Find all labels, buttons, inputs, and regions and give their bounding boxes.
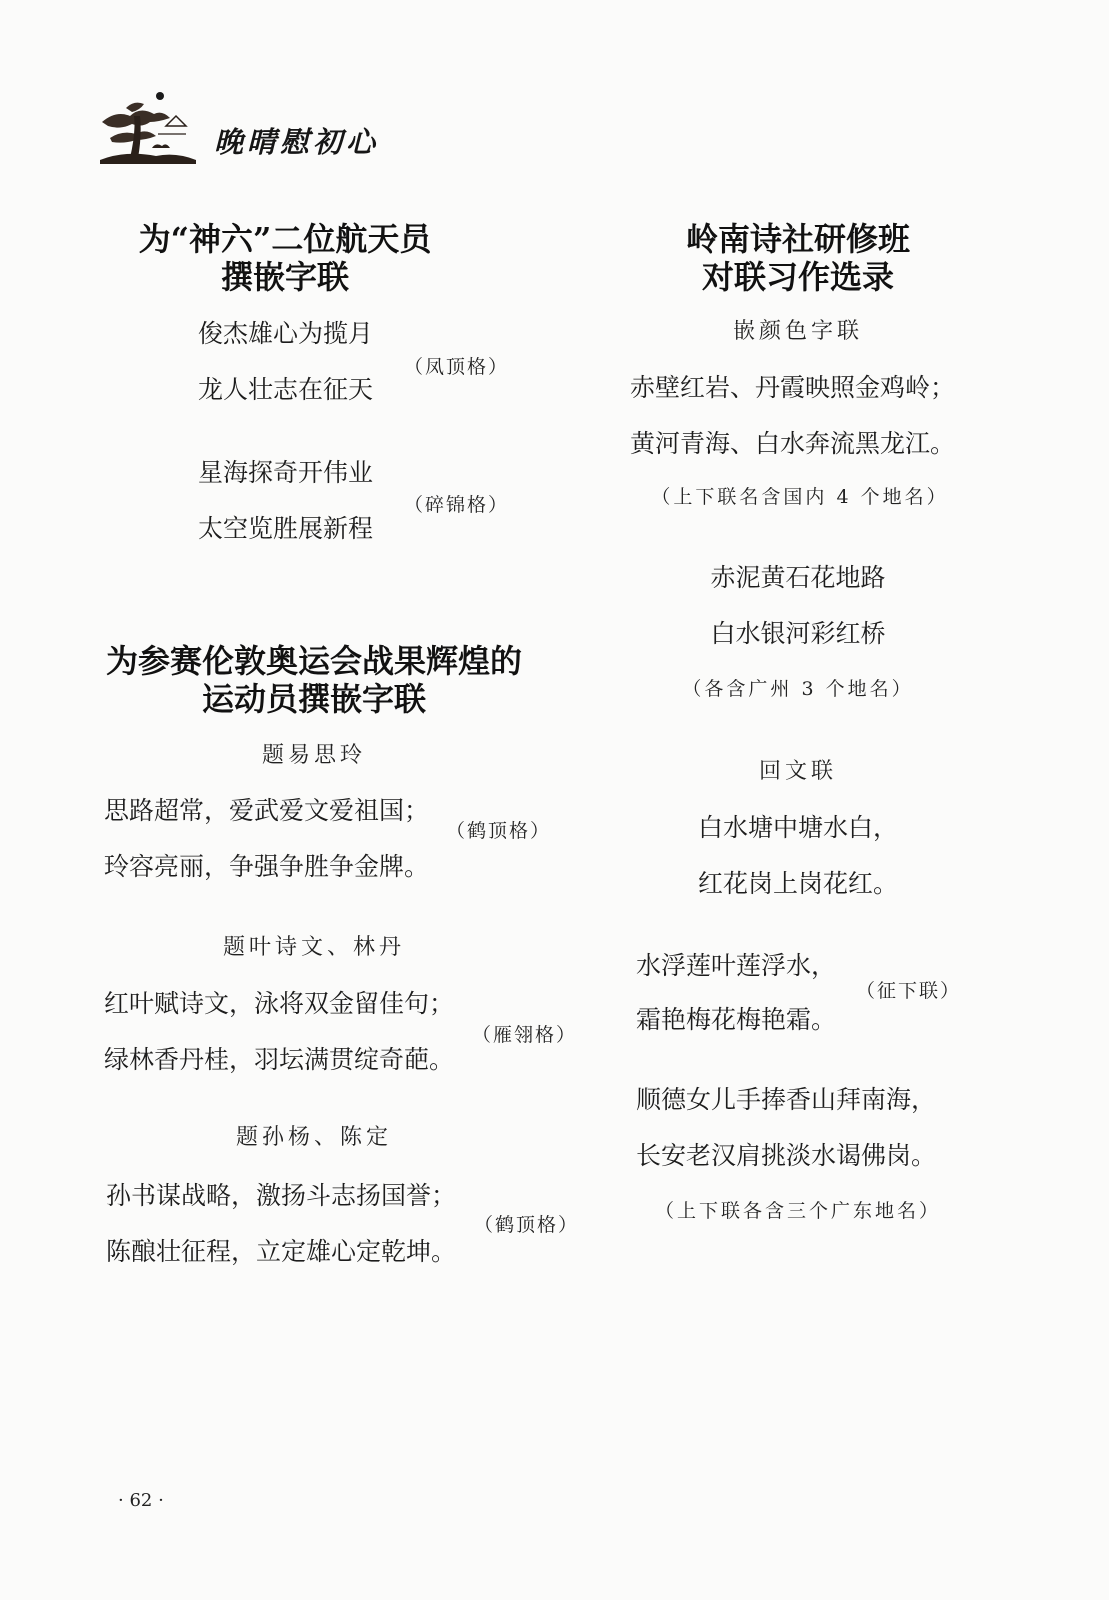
couplet-format: （征下联） — [856, 980, 962, 1002]
couplet-format: （鹤顶格） — [474, 1214, 580, 1236]
couplet-line: 顺德女儿手捧香山拜南海， — [636, 1085, 937, 1114]
couplet-note: （上下联名含国内 4 个地名） — [651, 486, 949, 508]
couplet-format: （凤顶格） — [404, 356, 510, 378]
section-title-line2: 运动员撰嵌字联 — [201, 680, 426, 718]
couplet-line: 孙书谋战略，激扬斗志扬国誉； — [106, 1181, 457, 1210]
section-title-line2: 撰嵌字联 — [220, 258, 349, 296]
section-title-line1: 岭南诗社研修班 — [685, 220, 910, 258]
couplet-line: 陈酿壮征程，立定雄心定乾坤。 — [106, 1237, 457, 1266]
couplet-subtitle: 回文联 — [758, 759, 837, 784]
couplet-line: 星海探奇开伟业 — [198, 458, 374, 487]
couplet-subtitle: 题孙杨、陈定 — [235, 1125, 392, 1150]
couplet-format: （雁翎格） — [472, 1024, 578, 1046]
section-title-line2: 对联习作选录 — [701, 258, 894, 296]
book-title: 晚晴慰初心 — [214, 125, 380, 159]
couplet-line: 俊杰雄心为揽月 — [198, 319, 374, 348]
couplet-format: （碎锦格） — [404, 494, 510, 516]
couplet-line: 赤泥黄石花地路 — [710, 563, 886, 592]
couplet-line: 绿林香丹桂，羽坛满贯绽奇葩。 — [104, 1045, 455, 1074]
couplet-format: （鹤顶格） — [446, 820, 552, 842]
section-title-line1: 为参赛伦敦奥运会战果辉煌的 — [105, 642, 522, 680]
couplet-line: 白水银河彩红桥 — [710, 619, 886, 648]
couplet-subtitle: 嵌颜色字联 — [732, 319, 863, 344]
couplet-line: 思路超常，爱武爱文爱祖国； — [104, 796, 430, 825]
section-title-line1: 为“神六”二位航天员 — [138, 220, 432, 258]
couplet-note: （上下联各含三个广东地名） — [654, 1200, 941, 1222]
couplet-subtitle: 题易思玲 — [261, 743, 366, 768]
couplet-line: 长安老汉肩挑淡水谒佛岗。 — [636, 1141, 937, 1170]
couplet-subtitle: 题叶诗文、林丹 — [222, 935, 405, 960]
couplet-line: 红叶赋诗文，泳将双金留佳句； — [104, 989, 455, 1018]
pine-tree-logo-icon — [96, 86, 200, 168]
couplet-line: 白水塘中塘水白， — [697, 813, 898, 842]
couplet-line: 黄河青海、白水奔流黑龙江。 — [630, 429, 956, 458]
couplet-line: 玲容亮丽，争强争胜争金牌。 — [104, 852, 430, 881]
page-number: · 62 · — [118, 1490, 164, 1511]
couplet-line: 红花岗上岗花红。 — [697, 869, 898, 898]
couplet-line: 龙人壮志在征天 — [198, 375, 374, 404]
couplet-line: 太空览胜展新程 — [198, 514, 374, 543]
couplet-note: （各含广州 3 个地名） — [682, 678, 914, 700]
couplet-line: 霜艳梅花梅艳霜。 — [636, 1005, 837, 1034]
couplet-line: 赤壁红岩、丹霞映照金鸡岭； — [630, 373, 956, 402]
couplet-line: 水浮莲叶莲浮水， — [636, 951, 837, 980]
